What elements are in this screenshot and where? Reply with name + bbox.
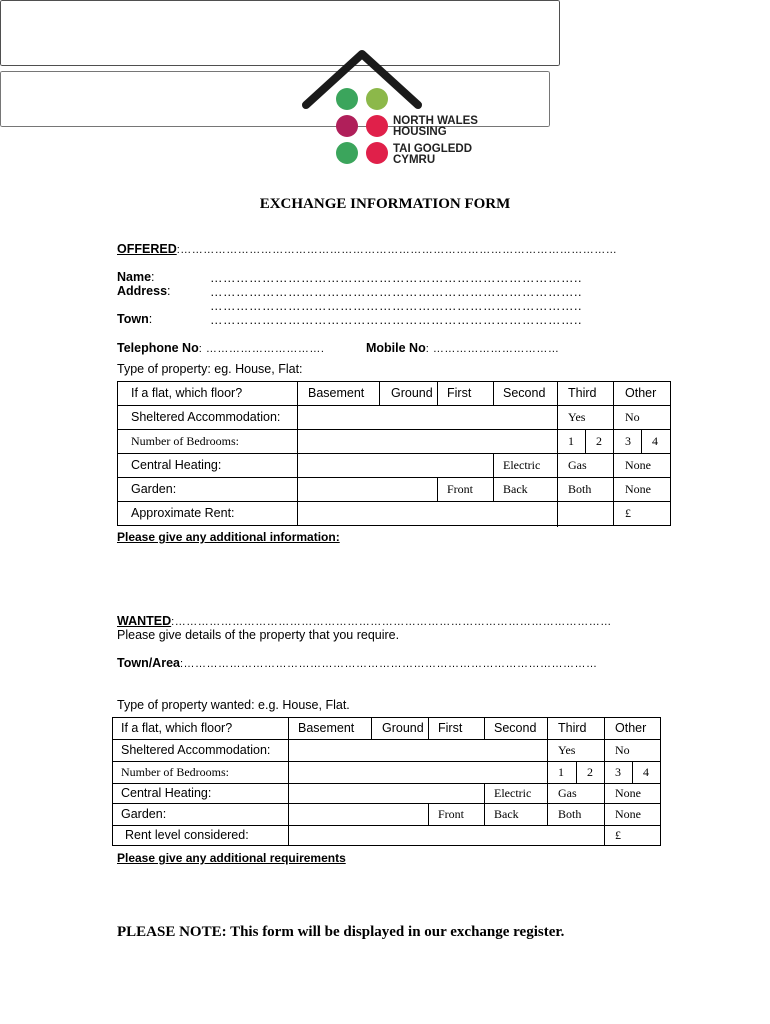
address-label-row: [117, 284, 171, 298]
brand-line-3: TAI GOGLEDD: [393, 143, 473, 155]
additional-info-input[interactable]: [0, 0, 560, 66]
t1-rent-input[interactable]: [300, 504, 610, 522]
t1-garden-back[interactable]: Back: [503, 482, 528, 496]
t2-rent-input[interactable]: [292, 827, 600, 843]
t1-heating-electric[interactable]: Electric: [503, 458, 541, 472]
wanted-type-text: Type of property wanted: e.g. House, Flat.: [117, 698, 350, 712]
offered-label: OFFERED: [117, 242, 177, 256]
t2-sheltered-no[interactable]: No: [615, 743, 630, 757]
t2-bedrooms-label: Number of Bedrooms:: [121, 765, 229, 779]
mobile-dots: : ……………………………: [425, 343, 560, 355]
t2-heating-gas[interactable]: Gas: [558, 786, 577, 800]
t2-bedroom-1[interactable]: 1: [558, 765, 564, 779]
t2-heating-none[interactable]: None: [615, 786, 641, 800]
name-colon: :: [151, 270, 155, 284]
t2-floor-third[interactable]: Third: [558, 721, 587, 735]
t2-garden-both[interactable]: Both: [558, 807, 582, 821]
t2-heating-label: Central Heating:: [121, 786, 212, 800]
brand-line-2: HOUSING: [393, 126, 447, 138]
town-area-label: Town/Area: [117, 656, 180, 670]
t1-bedroom-3[interactable]: 3: [625, 434, 631, 448]
t2-sheltered-label: Sheltered Accommodation:: [121, 743, 271, 757]
t1-currency: £: [625, 506, 631, 520]
telephone-label: Telephone No: [117, 341, 199, 355]
town-area-dots: :………………………………………………………………………………………………: [179, 658, 598, 670]
t1-bedrooms-label: Number of Bedrooms:: [131, 434, 239, 448]
name-label-row: [117, 270, 155, 284]
t1-sheltered-yes[interactable]: Yes: [568, 410, 586, 424]
address-colon: :: [167, 284, 171, 298]
address-label: Address: [117, 284, 168, 298]
t2-bedroom-2[interactable]: 2: [587, 765, 593, 779]
t1-rent-label: Approximate Rent:: [131, 506, 235, 520]
additional-info-heading: Please give any additional information:: [117, 530, 340, 544]
t2-garden-none[interactable]: None: [615, 807, 641, 821]
brand-line-1: NORTH WALES: [393, 115, 478, 127]
t1-heating-none[interactable]: None: [625, 458, 651, 472]
wanted-label: WANTED: [117, 614, 172, 628]
t2-garden-label: Garden:: [121, 807, 167, 821]
address-input-2[interactable]: [210, 298, 580, 312]
t2-floor-second[interactable]: Second: [494, 721, 537, 735]
t2-heating-electric[interactable]: Electric: [494, 786, 532, 800]
offered-dots: :……………………………………………………………………………………………………: [176, 244, 618, 256]
t1-garden-label: Garden:: [131, 482, 177, 496]
name-label: Name: [117, 270, 152, 284]
wanted-input[interactable]: [180, 613, 640, 628]
t1-garden-both[interactable]: Both: [568, 482, 592, 496]
address-input-1[interactable]: [210, 284, 580, 298]
t1-heating-gas[interactable]: Gas: [568, 458, 587, 472]
telephone-dots: : ………………………….: [198, 343, 325, 355]
t1-floor-other[interactable]: Other: [625, 386, 657, 400]
t1-bedroom-2[interactable]: 2: [596, 434, 602, 448]
wanted-dots: :……………………………………………………………………………………………………: [171, 616, 612, 628]
t1-floor-ground[interactable]: Ground: [391, 386, 433, 400]
additional-requirements-heading: Please give any additional requirements: [117, 851, 346, 865]
offered-input[interactable]: [190, 241, 650, 257]
t2-bedroom-3[interactable]: 3: [615, 765, 621, 779]
t2-currency: £: [615, 828, 621, 842]
t1-garden-front[interactable]: Front: [447, 482, 474, 496]
mobile-input[interactable]: [440, 340, 585, 355]
t1-floor-second[interactable]: Second: [503, 386, 546, 400]
town-dots: …………………………………………………………………………..: [210, 313, 582, 327]
t1-floor-first[interactable]: First: [447, 386, 472, 400]
t2-flat-label: If a flat, which floor?: [121, 721, 233, 735]
t1-bedroom-1[interactable]: 1: [568, 434, 574, 448]
town-colon: :: [148, 312, 153, 326]
town-input[interactable]: [210, 312, 580, 326]
exchange-register-note: PLEASE NOTE: This form will be displayed in our exchange register.: [117, 924, 565, 940]
t1-flat-label: If a flat, which floor?: [131, 386, 243, 400]
brand-line-4: CYMRU: [393, 154, 436, 166]
town-label-row: [117, 312, 152, 326]
wanted-details-text: Please give details of the property that you require.: [117, 628, 400, 642]
t1-sheltered-no[interactable]: No: [625, 410, 640, 424]
telephone-input[interactable]: [215, 340, 355, 355]
town-area-input[interactable]: [185, 655, 640, 670]
t1-floor-basement[interactable]: Basement: [308, 386, 365, 400]
mobile-label: Mobile No: [366, 341, 426, 355]
page-title: EXCHANGE INFORMATION FORM: [259, 196, 511, 212]
t1-heating-label: Central Heating:: [131, 458, 222, 472]
t2-floor-first[interactable]: First: [438, 721, 463, 735]
t2-garden-back[interactable]: Back: [494, 807, 519, 821]
town-label: Town: [117, 312, 149, 326]
offered-type-text: Type of property: eg. House, Flat:: [117, 362, 303, 376]
t1-floor-third[interactable]: Third: [568, 386, 597, 400]
address-dots-2: …………………………………………………………………………..: [210, 299, 582, 313]
t1-bedroom-4[interactable]: 4: [652, 434, 658, 448]
address-dots-1: …………………………………………………………………………..: [210, 285, 582, 299]
t1-sheltered-label: Sheltered Accommodation:: [131, 410, 281, 424]
t2-garden-front[interactable]: Front: [438, 807, 465, 821]
t2-sheltered-yes[interactable]: Yes: [558, 743, 576, 757]
name-dots: …………………………………………………………………………..: [210, 271, 582, 285]
name-input[interactable]: [210, 270, 580, 284]
t2-rent-label: Rent level considered:: [125, 828, 249, 842]
t1-garden-none[interactable]: None: [625, 482, 651, 496]
t2-bedroom-4[interactable]: 4: [643, 765, 649, 779]
t2-floor-other[interactable]: Other: [615, 721, 647, 735]
t2-floor-ground[interactable]: Ground: [382, 721, 424, 735]
t2-floor-basement[interactable]: Basement: [298, 721, 355, 735]
